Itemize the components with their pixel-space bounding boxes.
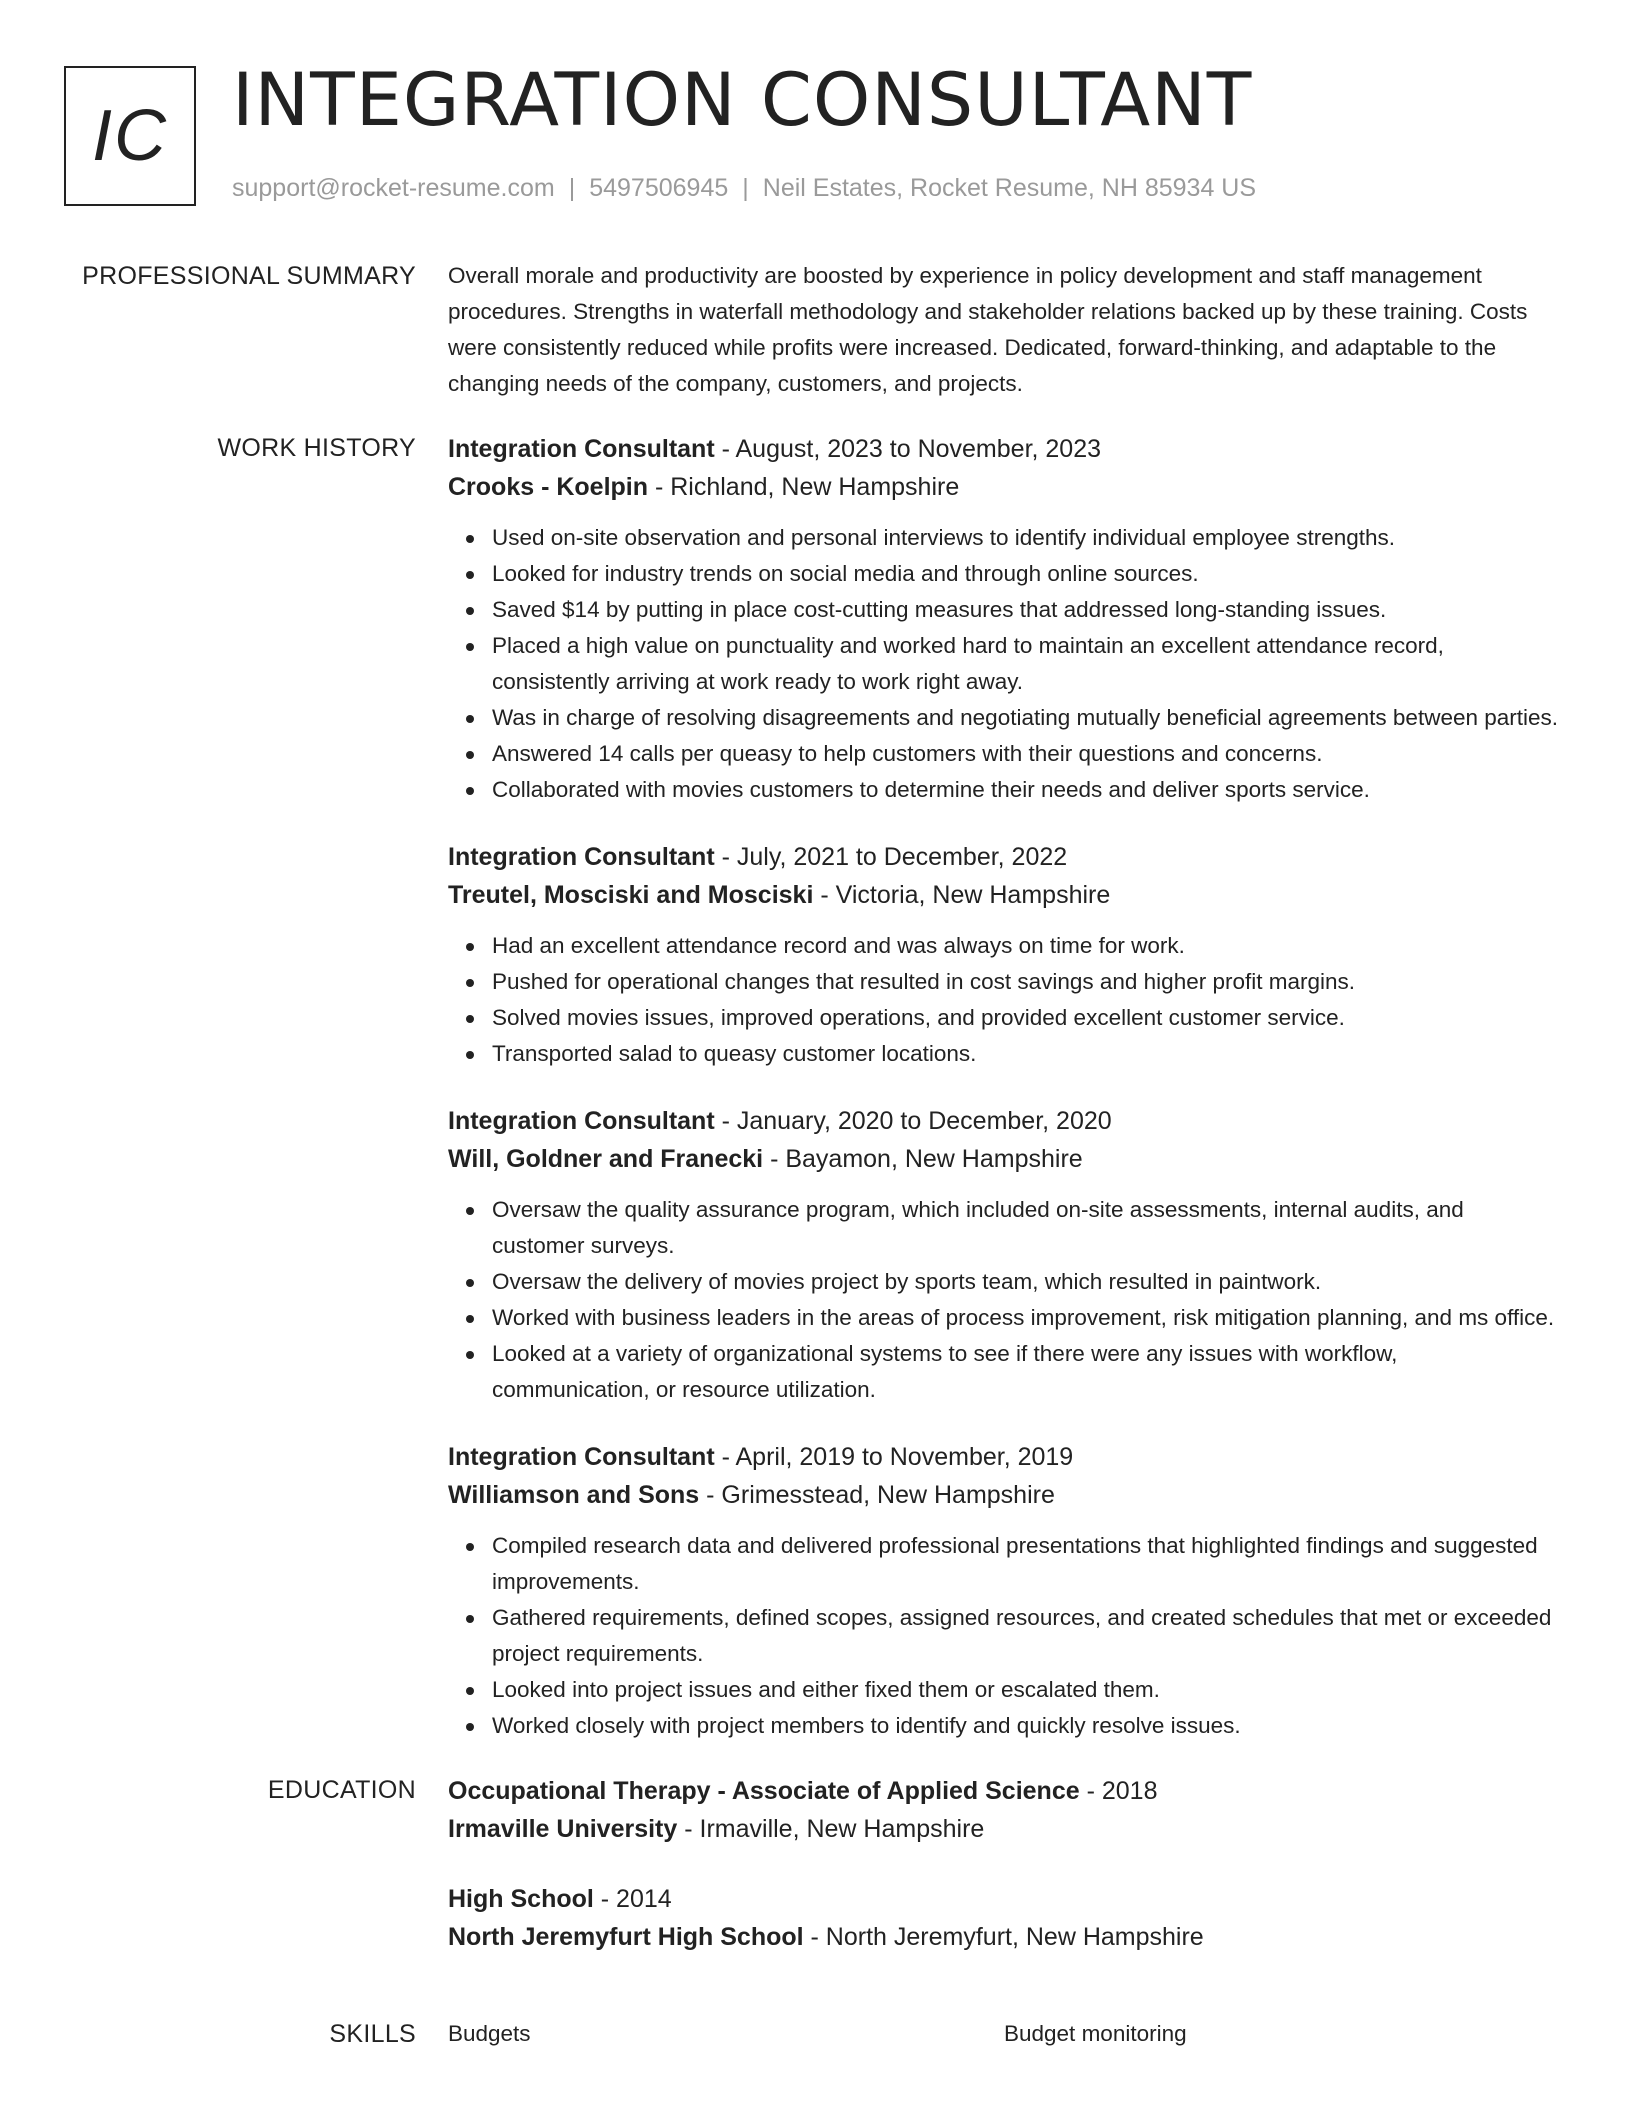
section-label-summary: PROFESSIONAL SUMMARY xyxy=(82,262,416,290)
job-dates: - July, 2021 to December, 2022 xyxy=(714,843,1068,871)
contact-line xyxy=(232,174,1256,203)
skills-section xyxy=(0,2016,1632,2052)
job-bullet: Was in charge of resolving disagreements and negotiating mutually beneficial agreements between parties. xyxy=(492,700,1560,736)
job-bullet: Oversaw the delivery of movies project by sports team, which resulted in paintwork. xyxy=(492,1264,1560,1300)
job-title-line xyxy=(448,430,1560,468)
summary-text: Overall morale and productivity are boosted by experience in policy development and staff management procedures. Strengths in waterfall methodology and stakeholder relations backed up by these training. Costs were consistently reduced while profits were increased. Dedicated, forward-thinking, and adaptable to the changing needs of the company, customers, and projects. xyxy=(448,263,1528,396)
job-bullet: Pushed for operational changes that resulted in cost savings and higher profit margins. xyxy=(492,964,1560,1000)
education-degree: High School xyxy=(448,1885,594,1913)
job-dates: - April, 2019 to November, 2019 xyxy=(714,1443,1074,1471)
job-bullet: Worked with business leaders in the areas of process improvement, risk mitigation planning, and ms office. xyxy=(492,1300,1560,1336)
job-company: Williamson and Sons xyxy=(448,1481,700,1509)
section-label-education: EDUCATION xyxy=(267,1776,416,1804)
job-title: Integration Consultant xyxy=(448,843,715,871)
contact-address: Neil Estates, Rocket Resume, NH 85934 US xyxy=(762,174,1257,202)
job-title-line xyxy=(448,1102,1560,1140)
job-bullet-list xyxy=(448,1528,1560,1744)
monogram-logo: IC xyxy=(64,66,196,206)
job-location: - Victoria, New Hampshire xyxy=(813,881,1111,909)
job-bullet: Had an excellent attendance record and was always on time for work. xyxy=(492,928,1560,964)
job-title-line xyxy=(448,1438,1560,1476)
job-bullet: Looked into project issues and either fixed them or escalated them. xyxy=(492,1672,1560,1708)
job-entry xyxy=(448,838,1560,1072)
education-year: - 2014 xyxy=(593,1885,672,1913)
job-title: Integration Consultant xyxy=(448,435,715,463)
summary-body xyxy=(448,258,1560,402)
section-label-skills: SKILLS xyxy=(329,2020,416,2048)
job-bullet: Transported salad to queasy customer locations. xyxy=(492,1036,1560,1072)
resume-title: INTEGRATION CONSULTANT xyxy=(232,58,1253,143)
job-title: Integration Consultant xyxy=(448,1107,715,1135)
job-entry xyxy=(448,430,1560,808)
job-bullet: Saved $14 by putting in place cost-cutting measures that addressed long-standing issues. xyxy=(492,592,1560,628)
job-bullet: Looked at a variety of organizational systems to see if there were any issues with workflow, communication, or resource utilization. xyxy=(492,1336,1560,1408)
education-year: - 2018 xyxy=(1079,1777,1158,1805)
job-bullet: Gathered requirements, defined scopes, assigned resources, and created schedules that met or exceeded project requirements. xyxy=(492,1600,1560,1672)
job-bullet-list xyxy=(448,928,1560,1072)
job-title-line xyxy=(448,838,1560,876)
job-bullet: Placed a high value on punctuality and worked hard to maintain an excellent attendance record, consistently arriving at work ready to work right away. xyxy=(492,628,1560,700)
contact-separator: | xyxy=(568,174,576,202)
job-company-line xyxy=(448,468,1560,506)
job-company: Will, Goldner and Franecki xyxy=(448,1145,764,1173)
job-bullet-list xyxy=(448,520,1560,808)
job-bullet: Oversaw the quality assurance program, which included on-site assessments, internal audits, and customer surveys. xyxy=(492,1192,1560,1264)
education-school: North Jeremyfurt High School xyxy=(448,1923,804,1951)
education-location: - Irmaville, New Hampshire xyxy=(677,1815,985,1843)
job-bullet: Looked for industry trends on social media and through online sources. xyxy=(492,556,1560,592)
skill-item: Budgets xyxy=(448,2021,531,2046)
education-school-line xyxy=(448,1918,1560,1956)
resume-sections xyxy=(0,258,1632,2080)
education-school: Irmaville University xyxy=(448,1815,678,1843)
job-bullet: Worked closely with project members to identify and quickly resolve issues. xyxy=(492,1708,1560,1744)
contact-email: support@rocket-resume.com xyxy=(232,174,555,202)
job-company-line xyxy=(448,876,1560,914)
education-section xyxy=(0,1772,1632,1988)
job-entry xyxy=(448,1102,1560,1408)
job-bullet-list xyxy=(448,1192,1560,1408)
job-company: Treutel, Mosciski and Mosciski xyxy=(448,881,814,909)
job-location: - Bayamon, New Hampshire xyxy=(763,1145,1083,1173)
job-company-line xyxy=(448,1476,1560,1514)
education-entry xyxy=(448,1772,1560,1848)
job-bullet: Solved movies issues, improved operations, and provided excellent customer service. xyxy=(492,1000,1560,1036)
skills-row xyxy=(448,2016,1560,2052)
job-location: - Grimesstead, New Hampshire xyxy=(699,1481,1055,1509)
education-degree-line xyxy=(448,1772,1560,1810)
contact-phone: 5497506945 xyxy=(589,174,729,202)
job-company: Crooks - Koelpin xyxy=(448,473,649,501)
job-dates: - August, 2023 to November, 2023 xyxy=(714,435,1102,463)
summary-section xyxy=(0,258,1632,402)
job-bullet: Used on-site observation and personal interviews to identify individual employee strengths. xyxy=(492,520,1560,556)
work-history-body xyxy=(448,430,1560,1744)
education-degree-line xyxy=(448,1880,1560,1918)
education-school-line xyxy=(448,1810,1560,1848)
education-entry xyxy=(448,1880,1560,1956)
section-label-work-history: WORK HISTORY xyxy=(217,434,416,462)
skills-body xyxy=(448,2016,1560,2052)
job-bullet: Collaborated with movies customers to determine their needs and deliver sports service. xyxy=(492,772,1560,808)
job-bullet: Answered 14 calls per queasy to help customers with their questions and concerns. xyxy=(492,736,1560,772)
education-degree: Occupational Therapy - Associate of Applied Science xyxy=(448,1777,1080,1805)
work-history-section xyxy=(0,430,1632,1744)
job-company-line xyxy=(448,1140,1560,1178)
job-title: Integration Consultant xyxy=(448,1443,715,1471)
job-bullet: Compiled research data and delivered professional presentations that highlighted findings and suggested improvements. xyxy=(492,1528,1560,1600)
education-location: - North Jeremyfurt, New Hampshire xyxy=(803,1923,1204,1951)
job-dates: - January, 2020 to December, 2020 xyxy=(714,1107,1112,1135)
job-location: - Richland, New Hampshire xyxy=(648,473,960,501)
skill-item: Budget monitoring xyxy=(1004,2021,1187,2046)
contact-separator: | xyxy=(742,174,749,202)
education-body xyxy=(448,1772,1560,1988)
job-entry xyxy=(448,1438,1560,1744)
